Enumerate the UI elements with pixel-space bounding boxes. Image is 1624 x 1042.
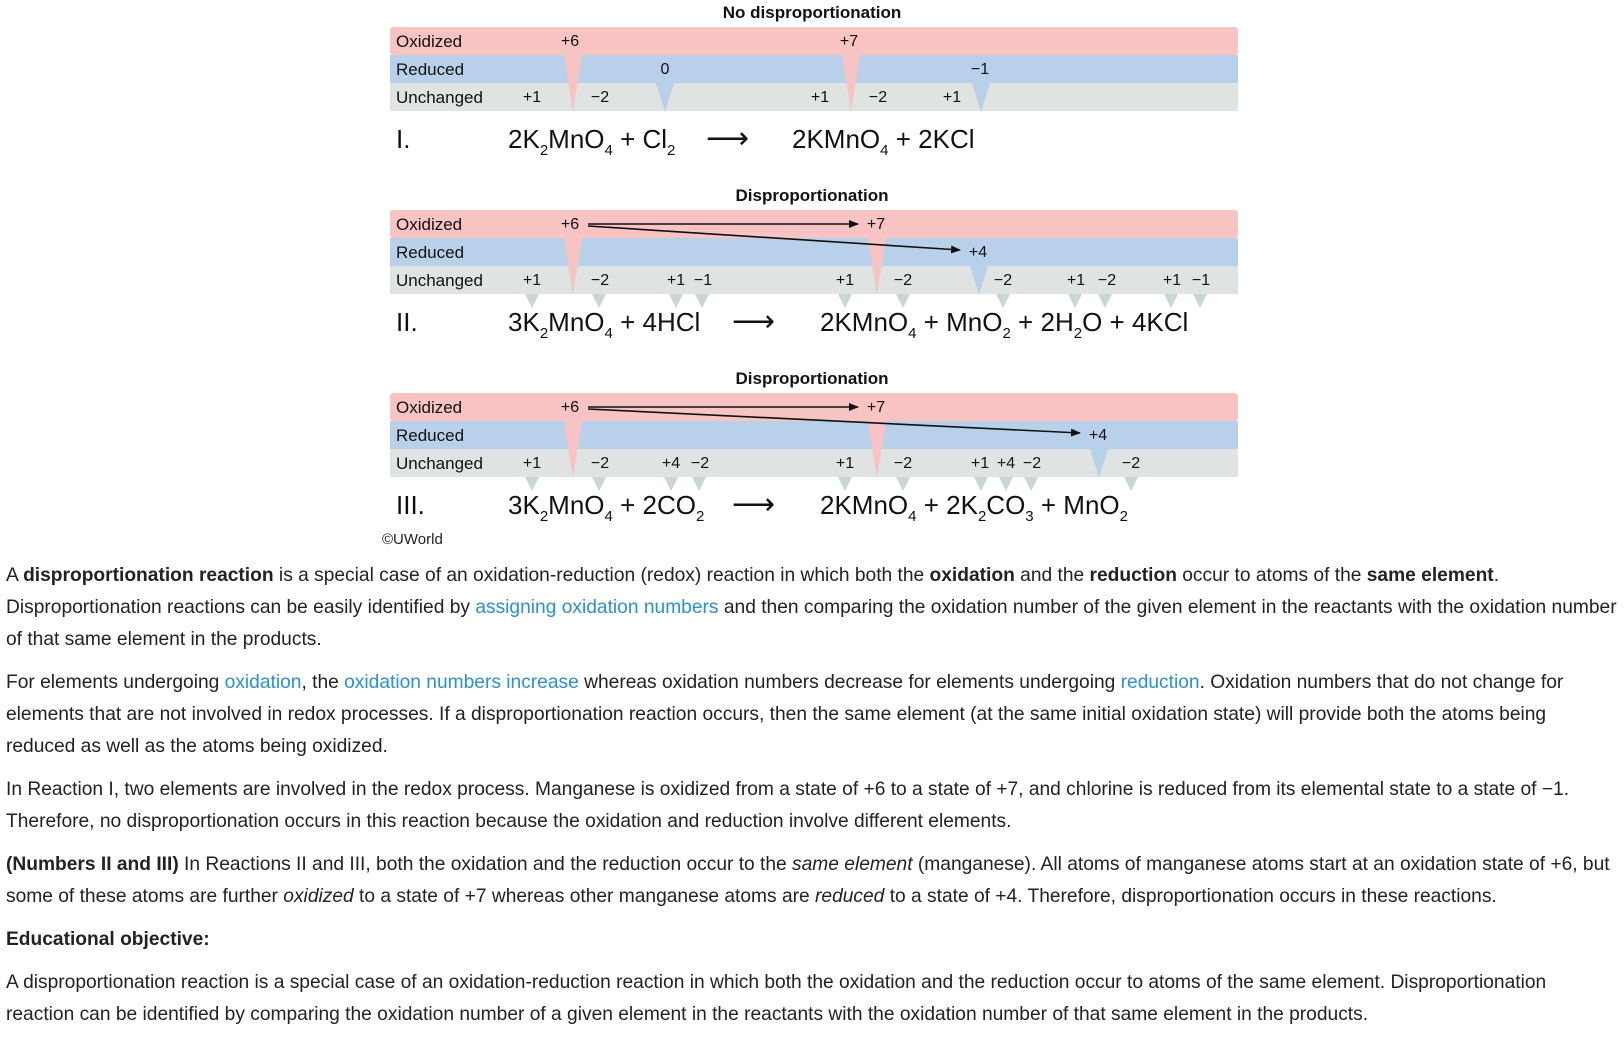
ox-state: +7	[839, 33, 859, 50]
ox-state: +7	[866, 399, 886, 416]
bold-term: same element	[1366, 565, 1494, 586]
text-run: and the	[1014, 565, 1090, 586]
text-run: , the	[301, 672, 345, 693]
unch-state: −2	[690, 455, 710, 472]
unch-state: +4	[661, 455, 681, 472]
equation-reactants: $2K_2MnO_4 + Cl_2$	[508, 124, 676, 159]
oxidized-band	[390, 27, 1238, 55]
reduced-band	[390, 55, 1238, 83]
unchanged-band	[390, 449, 1238, 477]
ox-state: +6	[560, 33, 580, 50]
unch-state: −1	[1191, 272, 1211, 289]
ox-state: +7	[866, 216, 886, 233]
text-run: is a special case of an oxidation-reduction (redox) reaction in which both the	[273, 565, 930, 586]
row-label-unchanged: Unchanged	[396, 271, 483, 290]
objective-title: Educational objective:	[6, 929, 210, 950]
text-run: and then comparing the oxidation number of the given element in the reactants with the oxidation number of that same element in the products.	[6, 597, 1617, 650]
equation-products: 2KMnO$_4$ + $MnO_2 + 2H_2O + 4KCl$	[820, 307, 1189, 342]
reaction-numeral: I.	[396, 124, 411, 154]
text-run: In Reactions II and III, both the oxidation and the reduction occur to the	[178, 854, 793, 875]
unch-state: +1	[835, 455, 855, 472]
row-label-unchanged: Unchanged	[396, 88, 483, 107]
reaction-arrow: ⟶	[732, 305, 776, 338]
row-label-reduced: Reduced	[396, 60, 465, 79]
reaction-2	[390, 186, 1238, 342]
reaction-2-title: Disproportionation	[735, 186, 889, 205]
reaction-3	[390, 369, 1238, 525]
equation-products: 2KMnO$_4$ + 2KCl	[792, 124, 975, 159]
objective-text: A disproportionation reaction is a special case of an oxidation-reduction reaction in which both the oxidation and the reduction occur to atoms of the same element. Disproportionation reaction can be identified by comparing the oxidation number of a given element in the reactants with the oxidation number of that same element in the products.	[6, 972, 1547, 1025]
unch-state: −2	[893, 455, 913, 472]
reduced-band	[390, 421, 1238, 449]
unch-state: +1	[522, 272, 542, 289]
unch-state: −2	[893, 272, 913, 289]
text-run: to a state of +7 whereas other manganese atoms are	[353, 886, 816, 907]
red-state: +4	[968, 244, 988, 261]
ox-state: +6	[560, 399, 580, 416]
bold-term: disproportionation reaction	[23, 565, 274, 586]
italic-term: reduced	[815, 886, 885, 907]
ox-state: +6	[560, 216, 580, 233]
unch-state: −2	[590, 89, 610, 106]
reaction-numeral: III.	[396, 490, 425, 520]
unch-state: −2	[1022, 455, 1042, 472]
row-label-reduced: Reduced	[396, 243, 465, 262]
unch-state: +1	[810, 89, 830, 106]
unch-state: −2	[868, 89, 888, 106]
text-run: (manganese). All atoms of manganese atoms start at an oxidation state of +6, but some of these atoms are further	[6, 854, 1610, 907]
copyright: ©UWorld	[382, 531, 443, 548]
bold-term: oxidation	[929, 565, 1015, 586]
link-assigning-oxidation-numbers[interactable]: assigning oxidation numbers	[475, 597, 719, 618]
unch-state: +4	[996, 455, 1016, 472]
unchanged-pointers	[525, 477, 1138, 491]
text-run: occur to atoms of the	[1176, 565, 1367, 586]
text-run: . Disproportionation reactions can be easily identified by	[6, 565, 1500, 618]
unch-state: −1	[693, 272, 713, 289]
unch-state: +1	[942, 89, 962, 106]
row-label-reduced: Reduced	[396, 426, 465, 445]
unch-state: −2	[1121, 455, 1141, 472]
equation-products: 2KMnO$_4$ + $2K_2CO_3 + MnO_2$	[820, 490, 1128, 525]
paragraph-2	[6, 667, 1618, 763]
unch-state: +1	[666, 272, 686, 289]
row-label-oxidized: Oxidized	[396, 215, 463, 234]
reaction-1-title: No disproportionation	[722, 3, 902, 22]
text-run: whereas oxidation numbers decrease for elements undergoing	[578, 672, 1121, 693]
red-state: 0	[660, 61, 670, 78]
link-oxidation-numbers-increase[interactable]: oxidation numbers increase	[344, 672, 579, 693]
unch-state: +1	[835, 272, 855, 289]
unch-state: +1	[970, 455, 990, 472]
text-run: . Oxidation numbers that do not change for elements that are not involved in redox processes. If a disproportionation reaction occurs, then the same element (at the same initial oxidation state) will provide both the atoms being reduced as well as the atoms being oxidized.	[6, 672, 1564, 757]
equation-reactants: $3K_2MnO_4 + 4HCl$	[508, 307, 701, 342]
reduced-band	[390, 238, 1238, 266]
reaction-arrow: ⟶	[732, 488, 776, 521]
paragraph-4	[6, 849, 1618, 913]
unch-state: −2	[590, 455, 610, 472]
reaction-3-title: Disproportionation	[735, 369, 889, 388]
red-state: −1	[970, 61, 990, 78]
unch-state: −2	[590, 272, 610, 289]
unch-state: −2	[993, 272, 1013, 289]
link-oxidation[interactable]: oxidation	[224, 672, 302, 693]
unch-state: +1	[1066, 272, 1086, 289]
text-run: For elements undergoing	[6, 672, 225, 693]
reaction-1	[390, 3, 1238, 159]
row-label-unchanged: Unchanged	[396, 454, 483, 473]
unch-state: +1	[522, 455, 542, 472]
reaction-numeral: II.	[396, 307, 418, 337]
row-label-oxidized: Oxidized	[396, 398, 463, 417]
link-reduction[interactable]: reduction	[1120, 672, 1200, 693]
explanation-text	[6, 560, 1618, 1042]
italic-term: same element	[792, 854, 913, 875]
equation-reactants: $3K_2MnO_4 + 2CO_2$	[508, 490, 705, 525]
bold-term: reduction	[1089, 565, 1177, 586]
unch-state: +1	[522, 89, 542, 106]
reaction-arrow: ⟶	[706, 122, 750, 155]
text-run: A	[6, 565, 24, 586]
unch-state: −2	[1097, 272, 1117, 289]
row-label-oxidized: Oxidized	[396, 32, 463, 51]
red-state: +4	[1088, 427, 1108, 444]
paragraph-1	[6, 560, 1618, 656]
text-run: to a state of +4. Therefore, disproportionation occurs in these reactions.	[884, 886, 1497, 907]
unch-state: +1	[1162, 272, 1182, 289]
paragraph-3: In Reaction I, two elements are involved in the redox process. Manganese is oxidized from a state of +6 to a state of +7, and chlorine is reduced from its elemental state to a state of −1. Therefore, no disproportionation occurs in this reaction because the oxidation and reduction involve different elements.	[6, 779, 1570, 832]
unchanged-pointers	[525, 294, 1207, 308]
bold-term: (Numbers II and III)	[6, 854, 179, 875]
italic-term: oxidized	[283, 886, 354, 907]
